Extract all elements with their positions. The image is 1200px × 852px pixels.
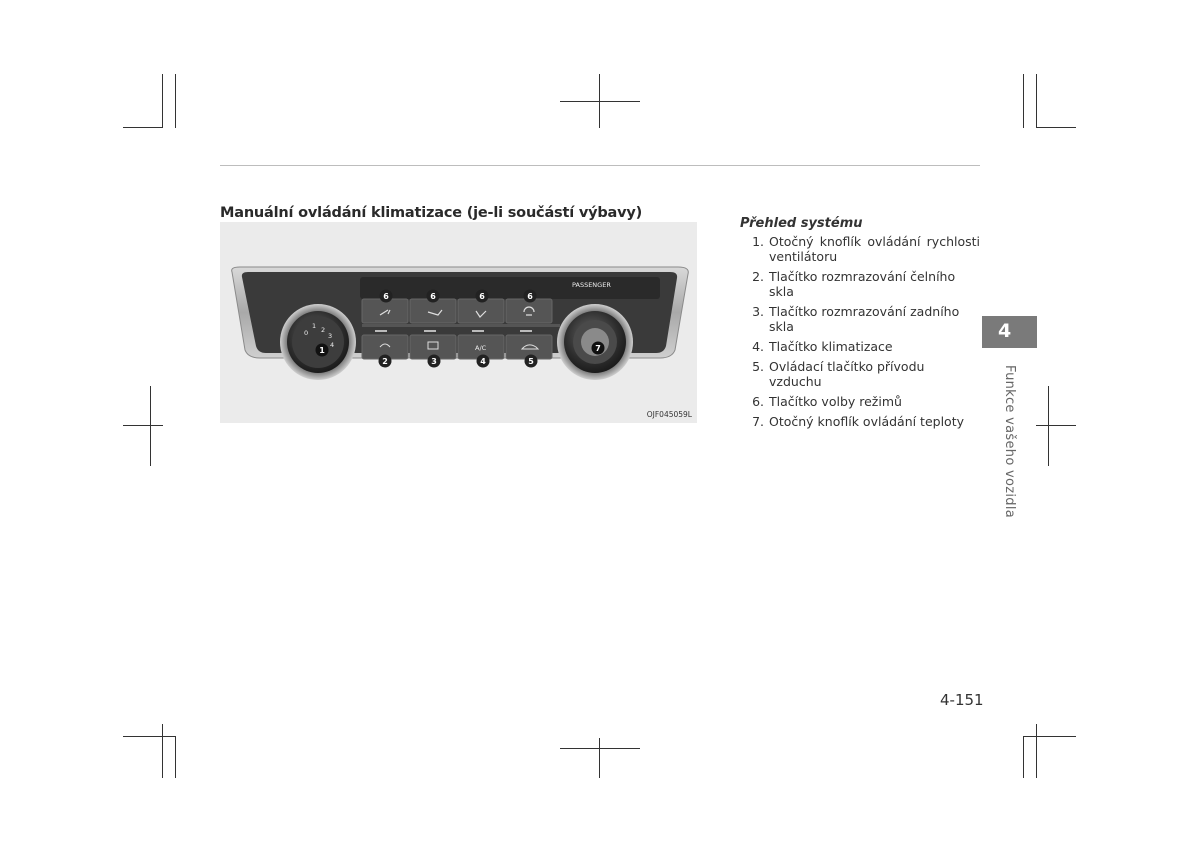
- section-heading: Manuální ovládání klimatizace (je-li součástí výbavy): [220, 205, 643, 221]
- svg-text:6: 6: [430, 292, 436, 301]
- badge-6-a: [380, 290, 393, 303]
- badge-6-c: [476, 290, 489, 303]
- figure-code: OJF045059L: [646, 410, 692, 419]
- badge-1: [316, 344, 329, 357]
- badge-2: [379, 355, 392, 368]
- ac-label: A/C: [475, 344, 487, 352]
- chapter-tab: [982, 316, 1037, 348]
- section-title: Přehled systému: [740, 216, 863, 231]
- badge-5: [525, 355, 538, 368]
- svg-text:4: 4: [480, 357, 486, 366]
- svg-text:6: 6: [479, 292, 485, 301]
- climate-panel-figure: [220, 222, 697, 423]
- svg-text:6: 6: [383, 292, 389, 301]
- system-overview: [740, 216, 980, 434]
- passenger-label: PASSENGER: [572, 281, 611, 289]
- chapter-number: 4: [998, 320, 1012, 342]
- svg-text:6: 6: [527, 292, 533, 301]
- svg-text:2: 2: [321, 326, 326, 334]
- svg-text:3: 3: [328, 332, 333, 340]
- list-item: 4. Tlačítko klimatizace: [752, 339, 893, 354]
- badge-6-d: [524, 290, 537, 303]
- svg-text:1: 1: [312, 322, 317, 330]
- svg-text:1: 1: [319, 346, 325, 355]
- badge-6-b: [427, 290, 440, 303]
- svg-text:2: 2: [382, 357, 388, 366]
- list-item: 7. Otočný knoflík ovládání teploty: [752, 414, 965, 429]
- list-item: 5. Ovládací tlačítko přívodu vzduchu: [752, 359, 925, 389]
- component-list: [740, 234, 980, 429]
- svg-text:0: 0: [304, 329, 309, 337]
- climate-panel-illustration: [220, 222, 697, 423]
- list-item: 3. Tlačítko rozmrazování zadního skla: [752, 304, 960, 334]
- chapter-side-title: Funkce vašeho vozidla: [1002, 365, 1017, 519]
- list-item: 6. Tlačítko volby režimů: [752, 394, 902, 409]
- badge-4: [477, 355, 490, 368]
- list-item: 1. Otočný knoflík ovládání rychlosti ventilátoru: [752, 234, 980, 264]
- svg-text:4: 4: [330, 341, 335, 349]
- header-rule: [220, 165, 980, 166]
- page-number: 4-151: [940, 691, 984, 709]
- svg-text:3: 3: [431, 357, 437, 366]
- svg-text:7: 7: [595, 344, 601, 353]
- badge-3: [428, 355, 441, 368]
- list-item: 2. Tlačítko rozmrazování čelního skla: [752, 269, 956, 299]
- badge-7: [592, 342, 605, 355]
- svg-text:5: 5: [528, 357, 534, 366]
